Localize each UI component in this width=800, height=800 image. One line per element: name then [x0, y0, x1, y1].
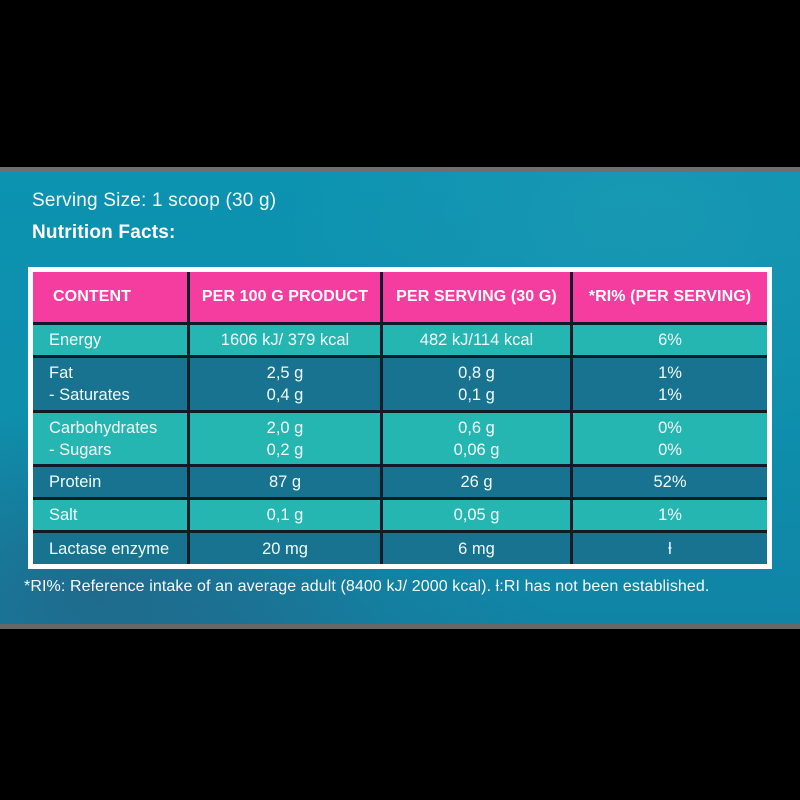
- value-text: 87 g: [268, 473, 302, 491]
- row-label-text: Fat: [49, 364, 73, 382]
- value-per-100g: [187, 467, 380, 497]
- header-ri-percent: *RI% (PER SERVING): [570, 272, 767, 322]
- value-text: 0,06 g: [453, 440, 500, 459]
- table-row-carbohydrates: [33, 410, 767, 464]
- row-label: [33, 533, 187, 564]
- value-text: 0%: [658, 418, 682, 437]
- header-content: CONTENT: [53, 288, 132, 305]
- letterbox-bottom: [0, 629, 800, 800]
- value-per-100g: [187, 325, 380, 355]
- value-text: 482 kJ/114 kcal: [419, 331, 534, 349]
- value-ri: [570, 467, 767, 497]
- value-text: 2,0 g: [266, 418, 304, 437]
- value-text: 26 g: [460, 473, 493, 491]
- value-per-serving: [380, 413, 570, 464]
- value-per-100g: [187, 500, 380, 530]
- value-text: 0,4 g: [266, 386, 304, 404]
- table-row-salt: [33, 497, 767, 530]
- row-label: [33, 413, 187, 464]
- value-text: 6 mg: [458, 539, 495, 558]
- row-label-text: Energy: [49, 331, 102, 349]
- row-label-text: Carbohydrates: [49, 418, 158, 437]
- value-per-100g: [187, 533, 380, 564]
- row-label: [33, 325, 187, 355]
- serving-size-text: Serving Size: 1 scoop (30 g): [32, 190, 277, 211]
- letterbox-top: [0, 0, 800, 167]
- nutrition-facts-table: [28, 267, 772, 569]
- row-label: [33, 467, 187, 497]
- reference-intake-footnote: *RI%: Reference intake of an average adult (8400 kJ/ 2000 kcal). ƚ:RI has not been established.: [24, 578, 710, 595]
- table-row-protein: [33, 464, 767, 497]
- row-sublabel-text: - Saturates: [49, 386, 130, 404]
- ri-not-established-symbol: ƚ: [668, 539, 672, 558]
- value-text: 0%: [658, 440, 682, 459]
- label-background: [0, 172, 800, 624]
- value-per-100g: [187, 358, 380, 410]
- value-text: 0,05 g: [453, 506, 500, 524]
- row-label-text: Protein: [49, 473, 102, 491]
- header-per-100g: PER 100 G PRODUCT: [187, 272, 380, 322]
- row-label: [33, 500, 187, 530]
- value-text: 6%: [658, 331, 682, 349]
- value-text: 1%: [658, 364, 682, 382]
- table-row-energy: [33, 322, 767, 355]
- value-text: 1%: [658, 506, 682, 524]
- value-text: 0,6 g: [458, 418, 495, 437]
- value-text: 0,2 g: [266, 440, 304, 459]
- value-text: 20 mg: [262, 539, 308, 558]
- value-per-100g: [187, 413, 380, 464]
- value-per-serving: [380, 325, 570, 355]
- row-label-text: Salt: [49, 506, 78, 524]
- table-row-fat: [33, 355, 767, 410]
- value-ri: [570, 500, 767, 530]
- row-sublabel-text: - Sugars: [49, 440, 112, 459]
- header-per-serving: PER SERVING (30 G): [380, 272, 570, 322]
- row-label: [33, 358, 187, 410]
- value-text: 0,1 g: [458, 386, 495, 404]
- table-row-lactase-enzyme: [33, 530, 767, 564]
- value-text: 1%: [658, 386, 682, 404]
- value-ri: [570, 358, 767, 410]
- value-text: 1606 kJ/ 379 kcal: [220, 331, 350, 349]
- value-ri: [570, 533, 767, 564]
- nutrition-facts-title: Nutrition Facts:: [32, 222, 176, 243]
- value-ri: [570, 413, 767, 464]
- value-per-serving: [380, 533, 570, 564]
- value-text: 0,8 g: [458, 364, 495, 382]
- value-text: 0,1 g: [266, 506, 304, 524]
- table-header-row: [33, 272, 767, 322]
- value-per-serving: [380, 358, 570, 410]
- value-per-serving: [380, 467, 570, 497]
- value-text: 52%: [653, 473, 687, 491]
- value-text: 2,5 g: [266, 364, 304, 382]
- value-per-serving: [380, 500, 570, 530]
- value-ri: [570, 325, 767, 355]
- row-label-text: Lactase enzyme: [49, 539, 170, 558]
